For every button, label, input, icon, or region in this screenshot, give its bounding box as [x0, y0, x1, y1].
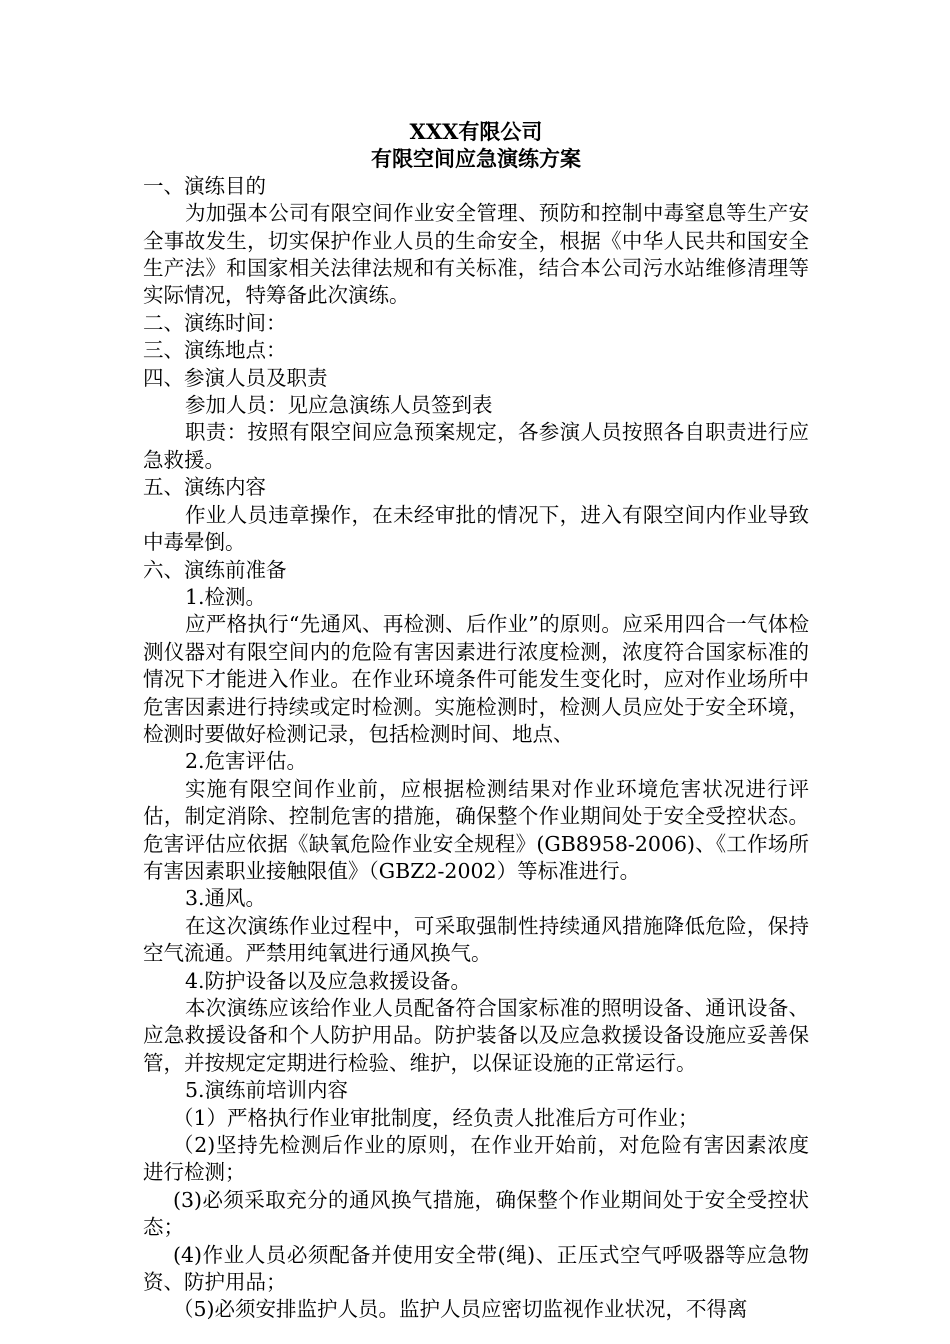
- section-5-heading: 五、演练内容: [143, 475, 266, 500]
- training-item-2: （2)坚持先检测后作业的原则，在作业开始前，对危险有害因素浓度进行检测；: [143, 1133, 809, 1185]
- section-1-heading: 一、演练目的: [143, 173, 266, 198]
- subsection-hazard-body: 实施有限空间作业前，应根据检测结果对作业环境危害状况进行评估，制定消除、控制危害的措施，确保整个作业期间处于安全受控状态。危害评估应依据《缺氧危险作业安全规程》(GB8958-2006)、《工作场所有害因素职业接触限值》（GBZ2-2002）等标准进行。: [143, 776, 809, 883]
- subsection-hazard-heading: 2.危害评估。: [185, 749, 308, 774]
- section-4-duties: 职责：按照有限空间应急预案规定，各参演人员按照各自职责进行应急救援。: [143, 420, 809, 472]
- training-item-1: （1）严格执行作业审批制度，经负责人批准后方可作业；: [173, 1105, 699, 1130]
- document-company-title: XXX有限公司: [409, 119, 543, 144]
- document-body: [143, 118, 809, 1324]
- document-plan-title: 有限空间应急演练方案: [371, 146, 581, 172]
- section-6-heading: 六、演练前准备: [143, 557, 287, 582]
- subsection-equipment-body: 本次演练应该给作业人员配备符合国家标准的照明设备、通讯设备、应急救援设备和个人防护用品。防护装备以及应急救援设备设施应妥善保管，并按规定定期进行检验、维护，以保证设施的正常运行。: [143, 996, 809, 1075]
- section-3-heading: 三、演练地点：: [143, 338, 287, 363]
- section-4-participants: 参加人员：见应急演练人员签到表: [185, 393, 493, 418]
- subsection-detection-body: 应严格执行“先通风、再检测、后作业”的原则。应采用四合一气体检测仪器对有限空间内的危险有害因素进行浓度检测，浓度符合国家标准的情况下才能进入作业。在作业环境条件可能发生变化时，应对作业场所中危害因素进行持续或定时检测。实施检测时，检测人员应处于安全环境，检测时要做好检测记录，包括检测时间、地点、: [143, 612, 809, 746]
- training-item-4: (4)作业人员必须配备并使用安全带(绳)、正压式空气呼吸器等应急物资、防护用品；: [143, 1242, 809, 1295]
- training-item-3: (3)必须采取充分的通风换气措施，确保整个作业期间处于安全受控状态；: [143, 1187, 809, 1240]
- subsection-detection-heading: 1.检测。: [185, 584, 267, 609]
- section-2-heading: 二、演练时间：: [143, 310, 287, 335]
- subsection-equipment-heading: 4.防护设备以及应急救援设备。: [185, 968, 472, 993]
- subsection-ventilation-body: 在这次演练作业过程中，可采取强制性持续通风措施降低危险，保持空气流通。严禁用纯氧进行通风换气。: [143, 913, 809, 966]
- subsection-training-heading: 5.演练前培训内容: [185, 1078, 349, 1103]
- section-1-body: 为加强本公司有限空间作业安全管理、预防和控制中毒窒息等生产安全事故发生，切实保护作业人员的生命安全，根据《中华人民共和国安全生产法》和国家相关法律法规和有关标准，结合本公司污水站维修清理等实际情况，特筹备此次演练。: [143, 201, 809, 308]
- section-5-body: 作业人员违章操作，在未经审批的情况下，进入有限空间内作业导致中毒晕倒。: [143, 502, 809, 555]
- training-item-5: （5)必须安排监护人员。监护人员应密切监视作业状况，不得离: [173, 1297, 748, 1322]
- section-4-heading: 四、参演人员及职责: [143, 365, 328, 390]
- subsection-ventilation-heading: 3.通风。: [185, 886, 267, 911]
